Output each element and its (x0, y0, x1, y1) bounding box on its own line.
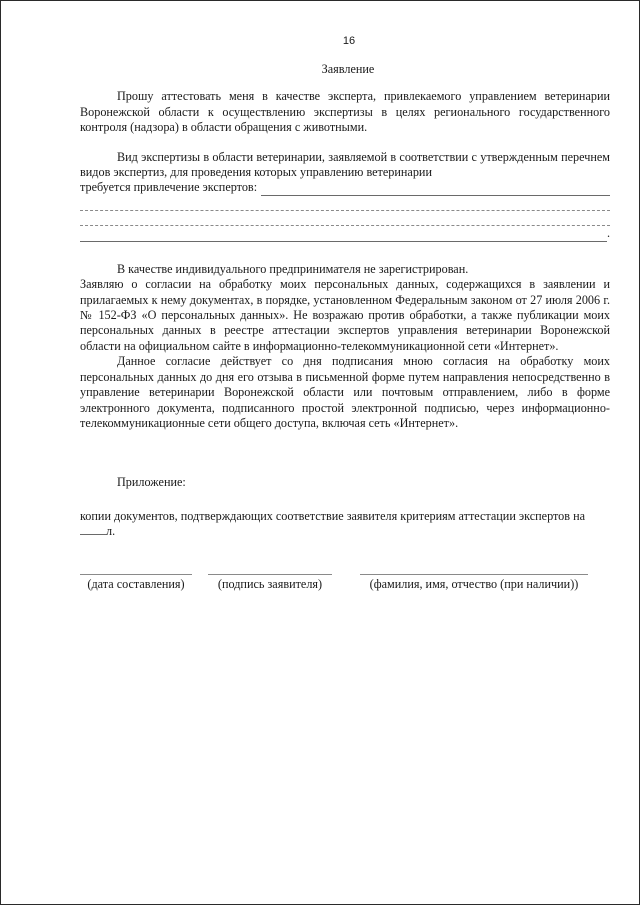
full-name-label: (фамилия, имя, отчество (при наличии)) (369, 577, 579, 591)
signature-label: (подпись заявителя) (217, 577, 323, 591)
consent-paragraph: Заявляю о согласии на обработку моих персональных данных, содержащихся в заявлении и прилагаемых к нему документах, в порядке, установленном Федеральным законом от 27 июля 2006 г. № 152-ФЗ «О персональных данных». Не возражаю против обработки, а также публикации моих персональных данных в реестре аттестации экспертов управления ветеринарии Воронежской области на официальном сайте в информационно-телекоммуникационной сети «Интернет». (80, 277, 610, 353)
consent-term-paragraph: Данное согласие действует со дня подписания мною согласия на обработку моих персональных данных до дня его отзыва в письменной форме путем направления непосредственно в управление ветеринарии Воронежской области или почтовым отправлением, либо в форме электронного документа, подписанного простой электронной подписью, через информационно-телекоммуникационные сети общего доступа, включая сеть «Интернет». (80, 354, 610, 430)
page-number: 16 (342, 35, 356, 47)
attachment-description: копии документов, подтверждающих соответствие заявителя критериям аттестации экспертов на (80, 508, 586, 523)
attachment-heading: Приложение: (117, 475, 186, 490)
expertise-type-field-3[interactable] (80, 211, 610, 226)
document-body (80, 30, 610, 540)
signature-column (208, 566, 332, 592)
document-title: Заявление (321, 62, 375, 76)
attachment-text (80, 509, 610, 540)
request-paragraph: Прошу аттестовать меня в качестве эксперта, привлекаемого управлением ветеринарии Воронежской области к осуществлению экспертизы в целях регионального государственного контроля (надзора) в области обращения с животными. (80, 89, 610, 135)
ip-status-paragraph: В качестве индивидуального предпринимателя не зарегистрирован. (117, 261, 469, 276)
line-end-mark: . (606, 226, 610, 241)
attachment-pages-suffix: л. (106, 524, 116, 539)
expertise-paragraph: Вид экспертизы в области ветеринарии, заявляемой в соответствии с утвержденным перечнем видов экспертиз, для проведения которых управлению ветеринарии (80, 149, 610, 180)
expertise-type-field-4[interactable] (80, 226, 610, 242)
expertise-type-row (80, 180, 610, 195)
date-column (80, 566, 192, 592)
full-name-column (360, 566, 588, 592)
full-name-field[interactable] (360, 566, 588, 575)
expertise-type-field-4-line (80, 241, 607, 242)
expertise-type-field-2[interactable] (80, 196, 610, 211)
expertise-tail-text: требуется привлечение экспертов: (80, 180, 258, 195)
date-field[interactable] (80, 566, 192, 575)
signature-field[interactable] (208, 566, 332, 575)
attachment-pages-field[interactable] (80, 524, 106, 535)
expertise-type-field-1[interactable] (261, 183, 610, 196)
date-label: (дата составления) (87, 577, 185, 591)
